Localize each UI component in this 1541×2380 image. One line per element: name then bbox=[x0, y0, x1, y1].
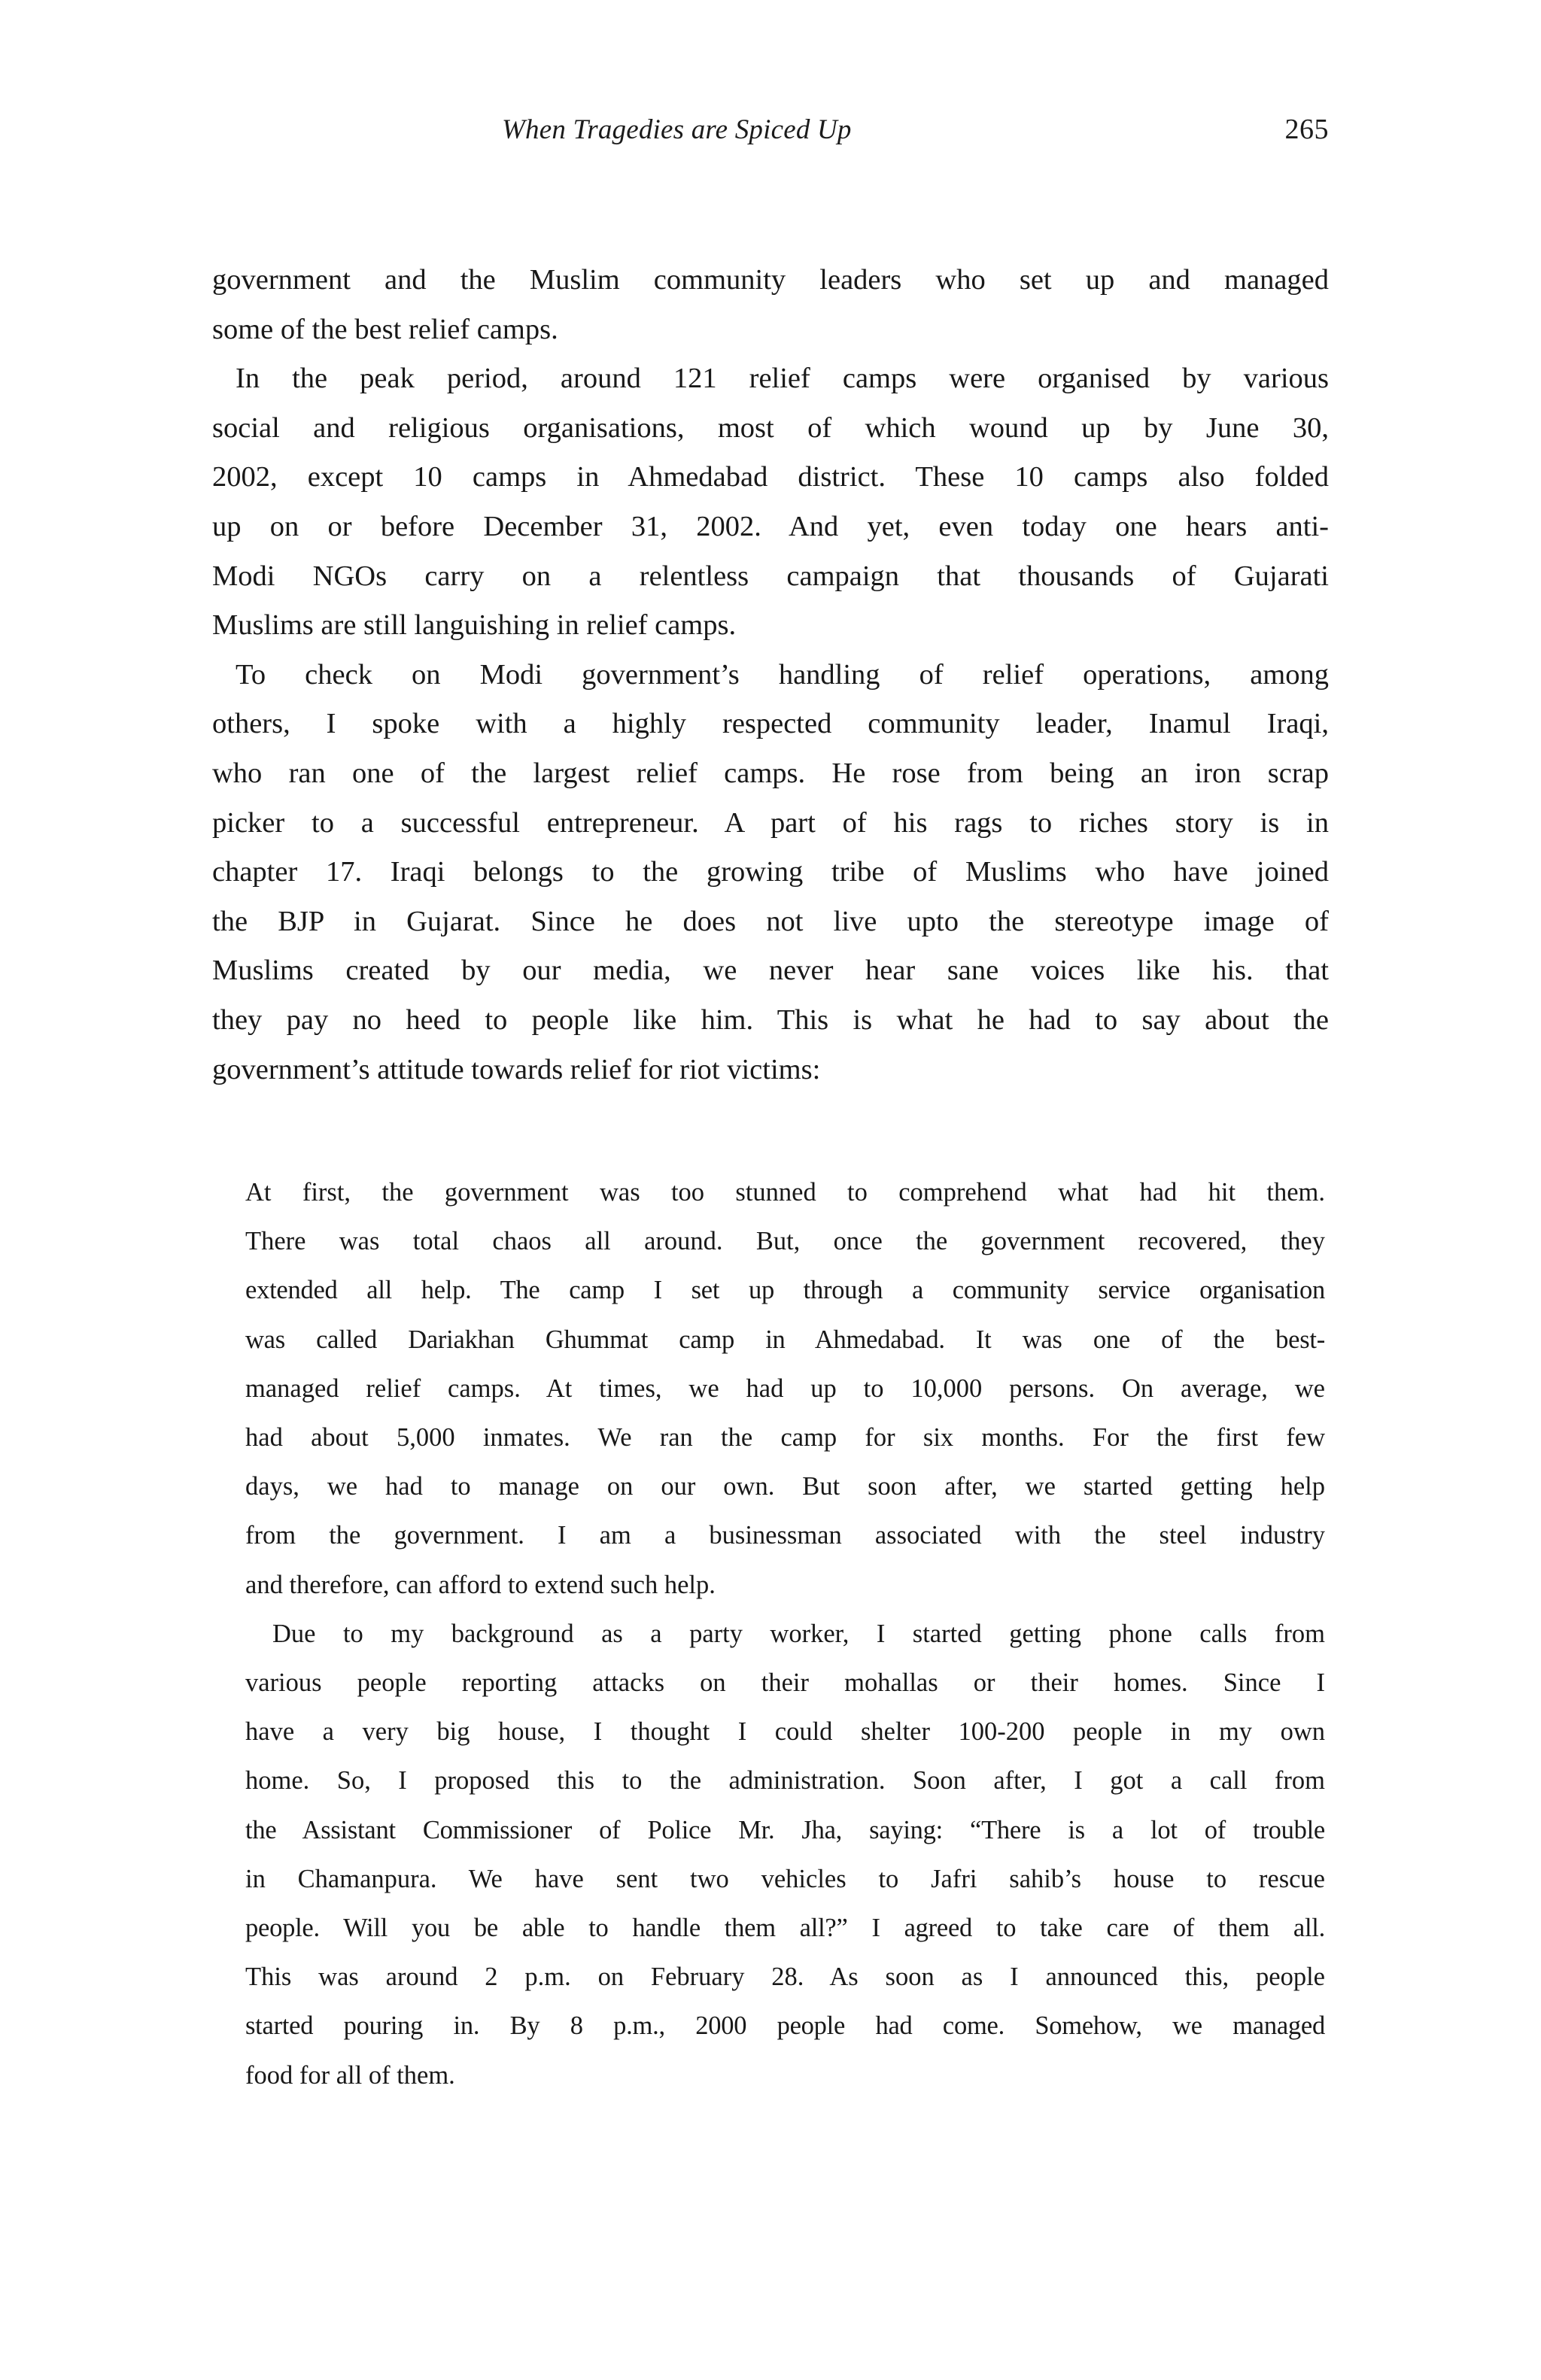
text-line: At first, the government was too stunned to comprehend what had hit them. bbox=[245, 1178, 1325, 1207]
text-line: government’s attitude towards relief for riot victims: bbox=[212, 1053, 821, 1085]
text-line: home. So, I proposed this to the administration. Soon after, I got a call from bbox=[245, 1766, 1325, 1796]
text-line: In the peak period, around 121 relief camps were organised by various bbox=[236, 363, 1329, 395]
text-line: the BJP in Gujarat. Since he does not live upto the stereotype image of bbox=[212, 905, 1329, 937]
text-line: Muslims are still languishing in relief camps. bbox=[212, 609, 737, 642]
text-line: was called Dariakhan Ghummat camp in Ahmedabad. It was one of the best- bbox=[245, 1325, 1325, 1354]
text-line: the Assistant Commissioner of Police Mr. Jha, saying: “There is a lot of trouble bbox=[245, 1815, 1325, 1844]
text-line: Modi NGOs carry on a relentless campaign that thousands of Gujarati bbox=[212, 560, 1329, 592]
paragraph bbox=[212, 256, 1329, 354]
text-line: people. Will you be able to handle them all?” I agreed to take care of them all. bbox=[245, 1914, 1325, 1943]
text-line: some of the best relief camps. bbox=[212, 313, 558, 345]
text-line: food for all of them. bbox=[245, 2060, 455, 2090]
running-head-title: When Tragedies are Spiced Up bbox=[502, 114, 852, 145]
text-line: managed relief camps. At times, we had up to 10,000 persons. On average, we bbox=[245, 1374, 1325, 1403]
text-line: To check on Modi government’s handling of relief operations, among bbox=[236, 658, 1329, 691]
text-line: up on or before December 31, 2002. And yet, even today one hears anti- bbox=[212, 510, 1329, 542]
quote-paragraph bbox=[245, 1610, 1325, 2100]
paragraph bbox=[212, 651, 1329, 1094]
text-line: others, I spoke with a highly respected community leader, Inamul Iraqi, bbox=[212, 708, 1329, 740]
text-line: social and religious organisations, most of which wound up by June 30, bbox=[212, 411, 1329, 444]
text-line: and therefore, can afford to extend such help. bbox=[245, 1570, 716, 1599]
page-number: 265 bbox=[1284, 114, 1329, 145]
body-text bbox=[212, 256, 1329, 1094]
paragraph bbox=[212, 354, 1329, 651]
text-line: various people reporting attacks on their mohallas or their homes. Since I bbox=[245, 1668, 1325, 1698]
text-line: from the government. I am a businessman associated with the steel industry bbox=[245, 1521, 1325, 1550]
text-line: government and the Muslim community leaders who set up and managed bbox=[212, 264, 1329, 296]
text-line: have a very big house, I thought I could shelter 100-200 people in my own bbox=[245, 1717, 1325, 1747]
text-line: This was around 2 p.m. on February 28. As soon as I announced this, people bbox=[245, 1963, 1325, 1992]
text-line: chapter 17. Iraqi belongs to the growing tribe of Muslims who have joined bbox=[212, 856, 1329, 888]
text-line: picker to a successful entrepreneur. A part of his rags to riches story is in bbox=[212, 806, 1329, 839]
text-line: extended all help. The camp I set up through a community service organisation bbox=[245, 1276, 1325, 1305]
block-quote bbox=[245, 1168, 1325, 2100]
text-line: had about 5,000 inmates. We ran the camp for six months. For the first few bbox=[245, 1423, 1325, 1453]
text-line: 2002, except 10 camps in Ahmedabad district. These 10 camps also folded bbox=[212, 461, 1329, 493]
text-line: started pouring in. By 8 p.m., 2000 people had come. Somehow, we managed bbox=[245, 2011, 1325, 2041]
quote-paragraph bbox=[245, 1168, 1325, 1610]
text-line: days, we had to manage on our own. But soon after, we started getting help bbox=[245, 1472, 1325, 1501]
text-line: in Chamanpura. We have sent two vehicles to Jafri sahib’s house to rescue bbox=[245, 1864, 1325, 1893]
text-line: who ran one of the largest relief camps. He rose from being an iron scrap bbox=[212, 757, 1329, 789]
running-head bbox=[212, 113, 1329, 146]
text-line: they pay no heed to people like him. This is what he had to say about the bbox=[212, 1003, 1329, 1036]
text-line: Due to my background as a party worker, I started getting phone calls from bbox=[272, 1619, 1325, 1648]
text-line: There was total chaos all around. But, once the government recovered, they bbox=[245, 1227, 1325, 1256]
text-line: Muslims created by our media, we never hear sane voices like his. that bbox=[212, 955, 1329, 987]
